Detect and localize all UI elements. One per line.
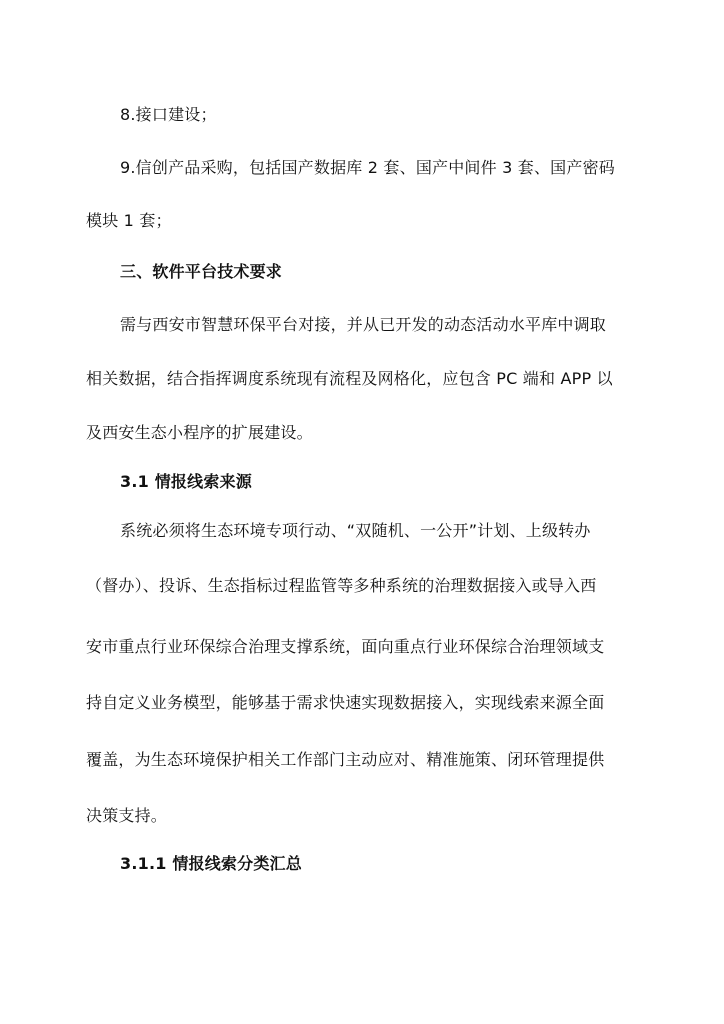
section-heading-3-1: 3.1 情报线索来源 [120,472,252,491]
list-item-8: 8.接口建设； [120,105,217,124]
section-3-1-paragraph-line: 安市重点行业环保综合治理支撑系统，面向重点行业环保综合治理领域支 [86,637,605,656]
section-heading-3: 三、软件平台技术要求 [120,262,283,281]
list-item-9-line1: 9.信创产品采购，包括国产数据库 2 套、国产中间件 3 套、国产密码 [120,158,615,177]
section-3-1-paragraph-line: （督办）、投诉、生态指标过程监管等多种系统的治理数据接入或导入西 [86,576,597,595]
section-heading-3-1-1: 3.1.1 情报线索分类汇总 [120,854,302,873]
section-3-1-paragraph-line: 持自定义业务模型，能够基于需求快速实现数据接入，实现线索来源全面 [86,693,605,712]
section-3-paragraph-line: 及西安生态小程序的扩展建设。 [86,423,313,442]
list-item-9-line2: 模块 1 套； [86,211,172,230]
section-3-paragraph-line: 需与西安市智慧环保平台对接，并从已开发的动态活动水平库中调取 [120,315,607,334]
section-3-1-paragraph-line: 系统必须将生态环境专项行动、“双随机、一公开”计划、上级转办 [120,521,591,540]
section-3-1-paragraph-line: 覆盖，为生态环境保护相关工作部门主动应对、精准施策、闭环管理提供 [86,750,605,769]
section-3-paragraph-line: 相关数据，结合指挥调度系统现有流程及网格化，应包含 PC 端和 APP 以 [86,369,613,388]
section-3-1-paragraph-line: 决策支持。 [86,806,168,825]
